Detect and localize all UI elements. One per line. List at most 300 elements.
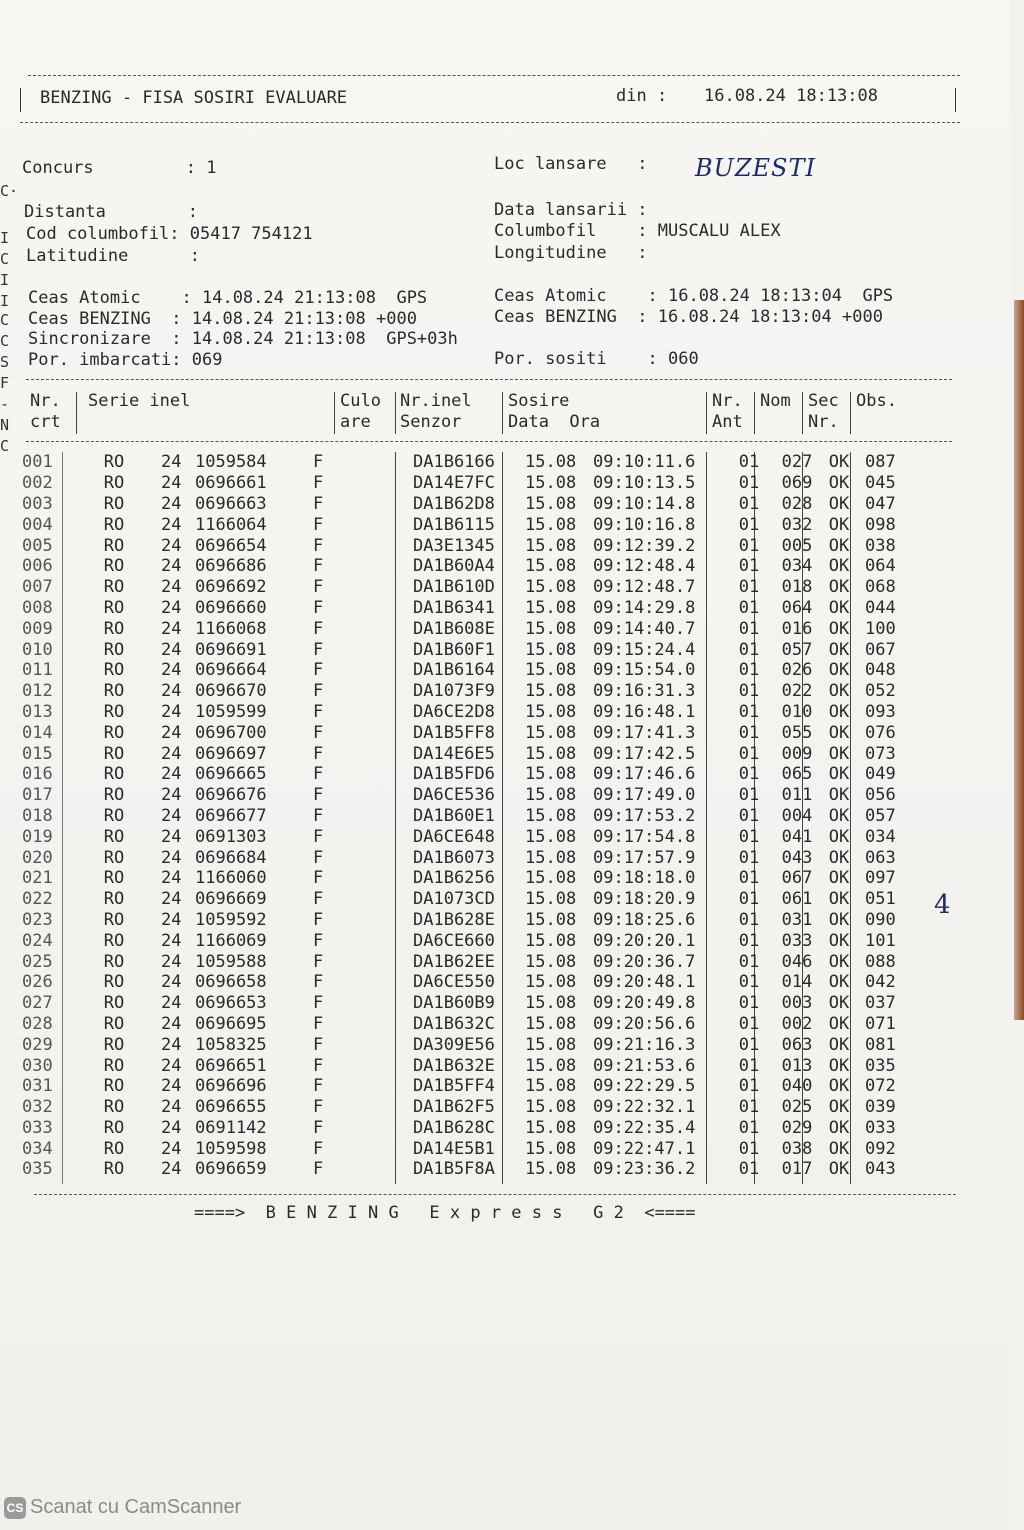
- row-sex: F: [313, 930, 324, 951]
- row-arrival-time: 09:18:20.9: [593, 889, 696, 910]
- row-nr-crt: 020: [22, 847, 53, 868]
- row-sec-status: OK: [828, 743, 850, 764]
- row-nr-crt: 015: [22, 743, 53, 764]
- row-sec-status: OK: [828, 1076, 850, 1097]
- row-nom: 025: [781, 1097, 813, 1118]
- row-sec-status: OK: [828, 556, 850, 577]
- row-nr-ant: 01: [738, 597, 760, 618]
- row-nr-crt: 023: [22, 909, 53, 930]
- row-sex: F: [313, 1055, 324, 1076]
- row-nom: 040: [781, 1076, 813, 1097]
- row-nr-ant: 01: [738, 556, 760, 577]
- row-country: RO: [103, 1055, 125, 1076]
- row-arrival-date: 15.08: [525, 951, 577, 972]
- table-row: [22, 1034, 925, 1055]
- row-nom: 057: [781, 639, 813, 660]
- row-nr-ant: 01: [738, 618, 760, 639]
- row-color: [353, 1159, 413, 1180]
- row-nom: 014: [781, 972, 813, 993]
- row-arrival-time: 09:22:47.1: [593, 1138, 696, 1159]
- row-sex: F: [313, 764, 324, 785]
- table-row: [22, 993, 925, 1014]
- row-ring-number: 1166068: [195, 618, 267, 639]
- row-obs: 081: [865, 1034, 896, 1055]
- row-country: RO: [103, 1034, 125, 1055]
- row-obs: 068: [865, 577, 896, 598]
- row-ring-number: 1166060: [195, 868, 267, 889]
- row-sec-status: OK: [828, 1138, 850, 1159]
- row-obs: 093: [865, 701, 896, 722]
- row-arrival-date: 15.08: [525, 452, 577, 473]
- row-year: 24: [161, 660, 182, 681]
- row-obs: 045: [865, 473, 896, 494]
- table-row: [22, 1097, 925, 1118]
- table-row: [22, 910, 925, 931]
- ceas-benzing-end: Ceas BENZING : 16.08.24 18:13:04 +000: [494, 307, 883, 327]
- row-nom: 011: [781, 785, 813, 806]
- row-year: 24: [161, 535, 182, 556]
- row-nr-ant: 01: [738, 805, 760, 826]
- row-obs: 097: [865, 868, 896, 889]
- row-obs: 033: [865, 1117, 896, 1138]
- row-country: RO: [103, 785, 125, 806]
- row-sex: F: [313, 1034, 324, 1055]
- row-color: [353, 452, 413, 473]
- row-sensor-ring: DA1B5FD6: [413, 764, 495, 785]
- row-nom: 065: [781, 764, 813, 785]
- row-ring-number: 0696661: [195, 473, 267, 494]
- row-obs: 098: [865, 514, 896, 535]
- row-arrival-date: 15.08: [525, 1055, 577, 1076]
- row-nr-crt: 004: [22, 514, 53, 535]
- row-year: 24: [161, 764, 182, 785]
- table-row: [22, 785, 925, 806]
- row-sex: F: [313, 597, 324, 618]
- row-sex: F: [313, 847, 324, 868]
- row-ring-number: 0696676: [195, 785, 267, 806]
- row-color: [353, 785, 413, 806]
- row-color: [353, 660, 413, 681]
- row-sec-status: OK: [828, 930, 850, 951]
- row-country: RO: [103, 473, 125, 494]
- col-header-obs: Obs.: [856, 391, 897, 411]
- row-sec-status: OK: [828, 452, 850, 473]
- row-nr-crt: 003: [22, 493, 53, 514]
- row-nr-ant: 01: [738, 909, 760, 930]
- table-row: [22, 972, 925, 993]
- row-nom: 038: [781, 1138, 813, 1159]
- row-nr-crt: 008: [22, 597, 53, 618]
- row-sensor-ring: DA3E1345: [413, 535, 495, 556]
- row-country: RO: [103, 1076, 125, 1097]
- row-color: [353, 514, 413, 535]
- row-nr-crt: 035: [22, 1159, 53, 1180]
- row-nom: 022: [781, 681, 813, 702]
- row-nr-ant: 01: [738, 577, 760, 598]
- row-ring-number: 0696651: [195, 1055, 267, 1076]
- row-obs: 067: [865, 639, 896, 660]
- row-sec-status: OK: [828, 722, 850, 743]
- separator-line: [34, 1194, 956, 1195]
- row-color: [353, 1076, 413, 1097]
- row-ring-number: 0696659: [195, 1159, 267, 1180]
- row-nr-ant: 01: [738, 1034, 760, 1055]
- row-year: 24: [161, 556, 182, 577]
- row-nom: 069: [781, 473, 813, 494]
- porumbei-sositi: Por. sositi : 060: [494, 349, 699, 369]
- row-color: [353, 473, 413, 494]
- row-sec-status: OK: [828, 597, 850, 618]
- row-obs: 063: [865, 847, 896, 868]
- row-sec-status: OK: [828, 660, 850, 681]
- row-arrival-date: 15.08: [525, 889, 577, 910]
- row-nom: 063: [781, 1034, 813, 1055]
- row-nr-crt: 030: [22, 1055, 53, 1076]
- table-row: [22, 639, 925, 660]
- row-year: 24: [161, 473, 182, 494]
- col-header-culo: Culo: [340, 391, 381, 411]
- row-sensor-ring: DA309E56: [413, 1034, 495, 1055]
- row-sensor-ring: DA1B60F1: [413, 639, 495, 660]
- header-divider: [334, 392, 335, 434]
- separator-line: [28, 75, 960, 76]
- row-arrival-time: 09:22:35.4: [593, 1117, 696, 1138]
- col-header-data-ora: Data Ora: [508, 412, 601, 432]
- row-ring-number: 0696700: [195, 722, 267, 743]
- row-nom: 009: [781, 743, 813, 764]
- row-ring-number: 0691142: [195, 1117, 267, 1138]
- din-value: 16.08.24 18:13:08: [704, 86, 878, 106]
- row-sensor-ring: DA1B5F8A: [413, 1159, 495, 1180]
- row-sex: F: [313, 909, 324, 930]
- row-sex: F: [313, 514, 324, 535]
- row-sensor-ring: DA14E6E5: [413, 743, 495, 764]
- row-sensor-ring: DA1B608E: [413, 618, 495, 639]
- concurs-field: Concurs : 1: [22, 158, 217, 178]
- row-sensor-ring: DA1073CD: [413, 889, 495, 910]
- row-arrival-time: 09:20:36.7: [593, 951, 696, 972]
- row-ring-number: 0696664: [195, 660, 267, 681]
- row-obs: 035: [865, 1055, 896, 1076]
- table-row: [22, 577, 925, 598]
- porumbei-imbarcati: Por. imbarcati: 069: [28, 350, 223, 370]
- row-sex: F: [313, 473, 324, 494]
- row-sex: F: [313, 951, 324, 972]
- row-obs: 071: [865, 1013, 896, 1034]
- row-sec-status: OK: [828, 535, 850, 556]
- row-nom: 026: [781, 660, 813, 681]
- row-nr-ant: 01: [738, 1055, 760, 1076]
- row-sec-status: OK: [828, 805, 850, 826]
- table-row: [22, 1055, 925, 1076]
- row-year: 24: [161, 909, 182, 930]
- table-row: [22, 535, 925, 556]
- row-sec-status: OK: [828, 889, 850, 910]
- row-sensor-ring: DA1B610D: [413, 577, 495, 598]
- row-year: 24: [161, 493, 182, 514]
- row-arrival-date: 15.08: [525, 993, 577, 1014]
- table-row: [22, 452, 925, 473]
- row-color: [353, 556, 413, 577]
- row-obs: 072: [865, 1076, 896, 1097]
- row-country: RO: [103, 805, 125, 826]
- row-obs: 052: [865, 681, 896, 702]
- row-arrival-time: 09:18:25.6: [593, 909, 696, 930]
- cod-columbofil-field: Cod columbofil: 05417 754121: [26, 224, 313, 244]
- col-header-sec-nr: Nr.: [808, 412, 839, 432]
- row-nom: 041: [781, 826, 813, 847]
- margin-fragment: C·: [0, 182, 19, 200]
- col-header-nr-ant: Nr.: [712, 391, 743, 411]
- row-country: RO: [103, 681, 125, 702]
- row-country: RO: [103, 1013, 125, 1034]
- row-ring-number: 1059599: [195, 701, 267, 722]
- row-country: RO: [103, 1097, 125, 1118]
- row-nr-ant: 01: [738, 701, 760, 722]
- row-arrival-time: 09:17:54.8: [593, 826, 696, 847]
- row-ring-number: 1166064: [195, 514, 267, 535]
- row-arrival-time: 09:22:29.5: [593, 1076, 696, 1097]
- ceas-atomic-end: Ceas Atomic : 16.08.24 18:13:04 GPS: [494, 286, 894, 306]
- row-nr-crt: 010: [22, 639, 53, 660]
- row-country: RO: [103, 889, 125, 910]
- row-sex: F: [313, 972, 324, 993]
- row-nom: 031: [781, 909, 813, 930]
- page-edge-shadow: [1014, 300, 1024, 1020]
- row-obs: 051: [865, 889, 896, 910]
- row-nr-crt: 017: [22, 785, 53, 806]
- row-sensor-ring: DA1B6115: [413, 514, 495, 535]
- row-sex: F: [313, 639, 324, 660]
- col-header-ant: Ant: [712, 412, 743, 432]
- separator-line: [26, 379, 952, 380]
- row-sec-status: OK: [828, 951, 850, 972]
- row-nr-ant: 01: [738, 1138, 760, 1159]
- row-ring-number: 0696653: [195, 993, 267, 1014]
- row-color: [353, 764, 413, 785]
- row-ring-number: 0696696: [195, 1076, 267, 1097]
- row-color: [353, 702, 413, 723]
- table-row: [22, 764, 925, 785]
- row-ring-number: 0696669: [195, 889, 267, 910]
- row-nr-crt: 033: [22, 1117, 53, 1138]
- row-nom: 028: [781, 493, 813, 514]
- row-sex: F: [313, 1076, 324, 1097]
- row-nr-crt: 032: [22, 1097, 53, 1118]
- row-color: [353, 1034, 413, 1055]
- row-arrival-time: 09:18:18.0: [593, 868, 696, 889]
- table-row: [22, 930, 925, 951]
- row-arrival-date: 15.08: [525, 868, 577, 889]
- table-row: [22, 1118, 925, 1139]
- separator-line: [20, 122, 960, 123]
- row-sex: F: [313, 660, 324, 681]
- header-divider: [802, 392, 803, 434]
- scanner-watermark: [4, 1496, 241, 1519]
- row-sec-status: OK: [828, 1097, 850, 1118]
- row-nr-ant: 01: [738, 847, 760, 868]
- row-sex: F: [313, 1097, 324, 1118]
- row-nom: 033: [781, 930, 813, 951]
- row-arrival-date: 15.08: [525, 743, 577, 764]
- row-year: 24: [161, 868, 182, 889]
- row-year: 24: [161, 1055, 182, 1076]
- row-arrival-date: 15.08: [525, 1034, 577, 1055]
- row-sensor-ring: DA1B628C: [413, 1117, 495, 1138]
- row-year: 24: [161, 1117, 182, 1138]
- row-year: 24: [161, 681, 182, 702]
- row-year: 24: [161, 847, 182, 868]
- table-row: [22, 556, 925, 577]
- table-row: [22, 618, 925, 639]
- row-arrival-time: 09:21:16.3: [593, 1034, 696, 1055]
- row-year: 24: [161, 597, 182, 618]
- row-country: RO: [103, 597, 125, 618]
- row-country: RO: [103, 535, 125, 556]
- row-year: 24: [161, 785, 182, 806]
- row-year: 24: [161, 826, 182, 847]
- row-sex: F: [313, 889, 324, 910]
- row-sex: F: [313, 577, 324, 598]
- row-arrival-time: 09:10:14.8: [593, 493, 696, 514]
- row-arrival-date: 15.08: [525, 473, 577, 494]
- row-year: 24: [161, 452, 182, 473]
- col-header-nr: Nr.: [30, 391, 61, 411]
- row-obs: 042: [865, 972, 896, 993]
- scanner-watermark-text: Scanat cu CamScanner: [30, 1496, 242, 1518]
- row-arrival-date: 15.08: [525, 597, 577, 618]
- row-arrival-date: 15.08: [525, 681, 577, 702]
- row-nr-ant: 01: [738, 785, 760, 806]
- row-obs: 088: [865, 951, 896, 972]
- row-nr-ant: 01: [738, 493, 760, 514]
- row-year: 24: [161, 1076, 182, 1097]
- row-country: RO: [103, 930, 125, 951]
- row-arrival-time: 09:10:11.6: [593, 452, 696, 473]
- row-arrival-date: 15.08: [525, 722, 577, 743]
- row-nr-ant: 01: [738, 1013, 760, 1034]
- row-arrival-date: 15.08: [525, 909, 577, 930]
- header-divider: [754, 392, 755, 434]
- row-nr-crt: 031: [22, 1076, 53, 1097]
- distanta-field: Distanta :: [24, 202, 198, 222]
- row-arrival-date: 15.08: [525, 535, 577, 556]
- row-sensor-ring: DA1073F9: [413, 681, 495, 702]
- row-ring-number: 0696654: [195, 535, 267, 556]
- row-arrival-time: 09:14:40.7: [593, 618, 696, 639]
- row-sec-status: OK: [828, 1013, 850, 1034]
- row-year: 24: [161, 930, 182, 951]
- row-sensor-ring: DA14E7FC: [413, 473, 495, 494]
- row-sex: F: [313, 722, 324, 743]
- row-arrival-time: 09:17:53.2: [593, 805, 696, 826]
- row-nr-crt: 028: [22, 1013, 53, 1034]
- row-sex: F: [313, 785, 324, 806]
- row-arrival-date: 15.08: [525, 618, 577, 639]
- table-row: [22, 847, 925, 868]
- row-obs: 073: [865, 743, 896, 764]
- row-year: 24: [161, 618, 182, 639]
- row-sex: F: [313, 681, 324, 702]
- row-year: 24: [161, 722, 182, 743]
- frame-right-bar: [955, 88, 956, 112]
- row-color: [353, 577, 413, 598]
- row-arrival-time: 09:21:53.6: [593, 1055, 696, 1076]
- row-arrival-time: 09:20:20.1: [593, 930, 696, 951]
- col-header-nr-inel: Nr.inel: [400, 391, 472, 411]
- row-sensor-ring: DA1B6341: [413, 597, 495, 618]
- row-nr-ant: 01: [738, 889, 760, 910]
- table-row: [22, 1138, 925, 1159]
- row-sensor-ring: DA1B60E1: [413, 805, 495, 826]
- row-obs: 038: [865, 535, 896, 556]
- row-arrival-date: 15.08: [525, 805, 577, 826]
- row-sec-status: OK: [828, 639, 850, 660]
- table-row: [22, 473, 925, 494]
- row-country: RO: [103, 993, 125, 1014]
- row-obs: 100: [865, 618, 896, 639]
- row-sensor-ring: DA1B628E: [413, 909, 495, 930]
- row-ring-number: 0696691: [195, 639, 267, 660]
- row-ring-number: 1059592: [195, 909, 267, 930]
- row-sec-status: OK: [828, 681, 850, 702]
- row-arrival-time: 09:14:29.8: [593, 597, 696, 618]
- row-nr-ant: 01: [738, 722, 760, 743]
- row-nom: 067: [781, 868, 813, 889]
- row-ring-number: 0696655: [195, 1097, 267, 1118]
- data-lansarii-field: Data lansarii :: [494, 200, 648, 220]
- row-nom: 010: [781, 701, 813, 722]
- row-obs: 056: [865, 785, 896, 806]
- table-row: [22, 494, 925, 515]
- longitudine-field: Longitudine :: [494, 243, 648, 263]
- col-header-crt: crt: [30, 412, 61, 432]
- table-row: [22, 660, 925, 681]
- row-nr-crt: 029: [22, 1034, 53, 1055]
- row-nr-ant: 01: [738, 743, 760, 764]
- header-divider: [502, 392, 503, 434]
- row-ring-number: 0696665: [195, 764, 267, 785]
- row-nr-crt: 018: [22, 805, 53, 826]
- row-sensor-ring: DA1B60A4: [413, 556, 495, 577]
- margin-fragment: I C I I: [0, 229, 10, 310]
- row-color: [353, 1097, 413, 1118]
- columbofil-field: Columbofil : MUSCALU ALEX: [494, 221, 781, 241]
- row-sensor-ring: DA1B6166: [413, 452, 495, 473]
- row-ring-number: 1059584: [195, 452, 267, 473]
- row-sec-status: OK: [828, 826, 850, 847]
- row-country: RO: [103, 514, 125, 535]
- col-header-sec: Sec: [808, 391, 839, 411]
- row-arrival-time: 09:20:48.1: [593, 972, 696, 993]
- row-arrival-time: 09:20:56.6: [593, 1013, 696, 1034]
- latitudine-field: Latitudine :: [26, 246, 200, 266]
- row-ring-number: 1058325: [195, 1034, 267, 1055]
- row-arrival-time: 09:16:31.3: [593, 681, 696, 702]
- col-header-sosire: Sosire: [508, 391, 570, 411]
- row-nom: 064: [781, 597, 813, 618]
- row-nr-ant: 01: [738, 452, 760, 473]
- row-sensor-ring: DA1B632C: [413, 1013, 495, 1034]
- ceas-atomic-start: Ceas Atomic : 14.08.24 21:13:08 GPS: [28, 288, 428, 308]
- row-obs: 092: [865, 1138, 896, 1159]
- row-color: [353, 681, 413, 702]
- row-sec-status: OK: [828, 473, 850, 494]
- row-color: [353, 951, 413, 972]
- row-ring-number: 1059588: [195, 951, 267, 972]
- row-sec-status: OK: [828, 847, 850, 868]
- table-row: [22, 889, 925, 910]
